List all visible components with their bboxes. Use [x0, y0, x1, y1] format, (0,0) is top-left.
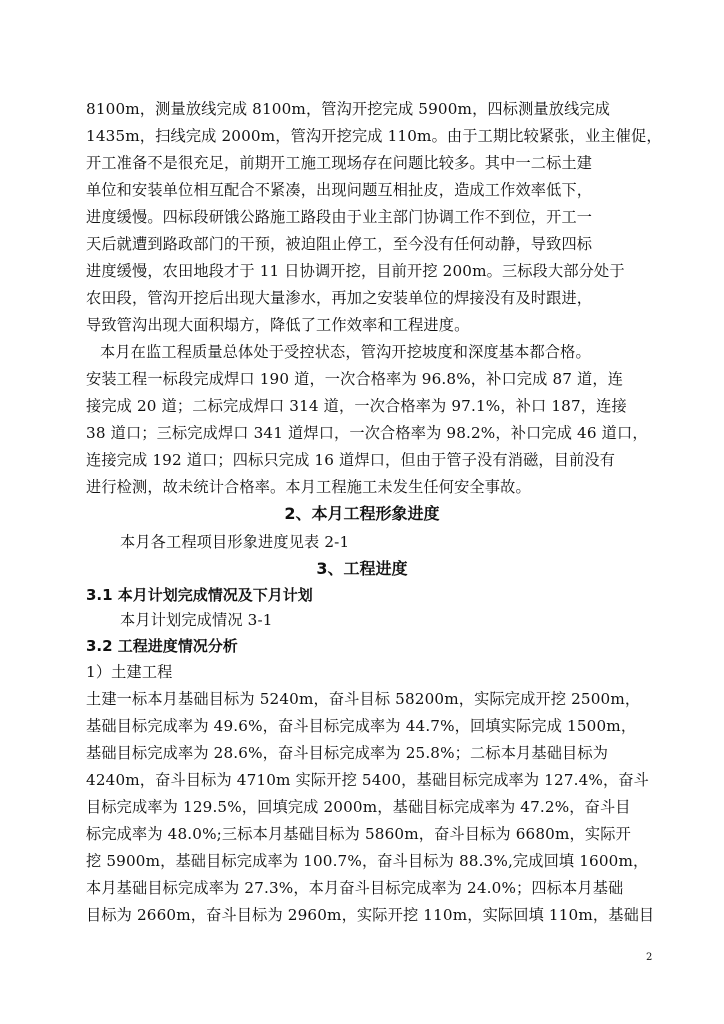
- subsection-3-2-heading: 3.2 工程进度情况分析: [86, 637, 238, 655]
- paragraph-line: 8100m，测量放线完成 8100m，管沟开挖完成 5900m，四标测量放线完成: [86, 100, 611, 118]
- paragraph-line: 单位和安装单位相互配合不紧凑，出现问题互相扯皮，造成工作效率低下，: [86, 181, 593, 199]
- paragraph-line: 安装工程一标段完成焊口 190 道，一次合格率为 96.8%，补口完成 87 道，连: [86, 370, 624, 388]
- paragraph-line: 1435m，扫线完成 2000m，管沟开挖完成 110m。由于工期比较紧张，业主催促，: [86, 127, 662, 145]
- paragraph-line: 进度缓慢。四标段研饿公路施工路段由于业主部门协调工作不到位，开工一: [86, 208, 593, 226]
- paragraph-line: 土建一标本月基础目标为 5240m，奋斗目标 58200m，实际完成开挖 2500m，: [86, 690, 641, 708]
- item-1-label: 1）土建工程: [86, 663, 173, 681]
- paragraph-line: 导致管沟出现大面积塌方，降低了工作效率和工程进度。: [86, 316, 470, 334]
- paragraph-line: 接完成 20 道；二标完成焊口 314 道，一次合格率为 97.1%，补口 187，连接: [86, 397, 627, 415]
- section-2-heading: 2、本月工程形象进度: [284, 504, 440, 523]
- paragraph-line: 农田段，管沟开挖后出现大量渗水，再加之安装单位的焊接没有及时跟进，: [86, 289, 593, 307]
- paragraph-line: 进度缓慢，农田地段才于 11 日协调开挖，目前开挖 200m。三标段大部分处于: [86, 262, 625, 280]
- paragraph-line: 本月在监工程质量总体处于受控状态，管沟开挖坡度和深度基本都合格。: [100, 343, 591, 361]
- subsection-3-1-text: 本月计划完成情况 3-1: [120, 611, 273, 629]
- paragraph-line: 4240m，奋斗目标为 4710m 实际开挖 5400，基础目标完成率为 127.4%，奋斗: [86, 771, 650, 789]
- page-number: 2: [646, 952, 653, 963]
- paragraph-line: 基础目标完成率为 49.6%，奋斗目标完成率为 44.7%，回填实际完成 1500m，: [86, 717, 637, 735]
- paragraph-line: 标完成率为 48.0%;三标本月基础目标为 5860m，奋斗目标为 6680m，实际开: [86, 825, 631, 843]
- paragraph-line: 目标为 2660m，奋斗目标为 2960m，实际开挖 110m，实际回填 110m，基础目: [86, 906, 655, 924]
- paragraph-line: 连接完成 192 道口；四标只完成 16 道焊口，但由于管子没有消磁，目前没有: [86, 451, 616, 469]
- section-2-text: 本月各工程项目形象进度见表 2-1: [120, 533, 350, 551]
- section-3-heading: 3、工程进度: [316, 559, 408, 578]
- paragraph-line: 目标完成率为 129.5%，回填完成 2000m，基础目标完成率为 47.2%，奋斗目: [86, 798, 631, 816]
- paragraph-line: 天后就遭到路政部门的干预，被迫阻止停工，至今没有任何动静，导致四标: [86, 235, 593, 253]
- paragraph-line: 本月基础目标完成率为 27.3%，本月奋斗目标完成率为 24.0%；四标本月基础: [86, 879, 624, 897]
- paragraph-line: 开工准备不是很充足，前期开工施工现场存在问题比较多。其中一二标土建: [86, 154, 593, 172]
- paragraph-line: 38 道口；三标完成焊口 341 道焊口，一次合格率为 98.2%，补口完成 46 道口，: [86, 424, 648, 442]
- paragraph-line: 进行检测，故未统计合格率。本月工程施工未发生任何安全事故。: [86, 478, 531, 496]
- paragraph-line: 基础目标完成率为 28.6%，奋斗目标完成率为 25.8%；二标本月基础目标为: [86, 744, 609, 762]
- paragraph-line: 挖 5900m，基础目标完成率为 100.7%，奋斗目标为 88.3%,完成回填 1600m，: [86, 852, 649, 870]
- subsection-3-1-heading: 3.1 本月计划完成情况及下月计划: [86, 586, 313, 604]
